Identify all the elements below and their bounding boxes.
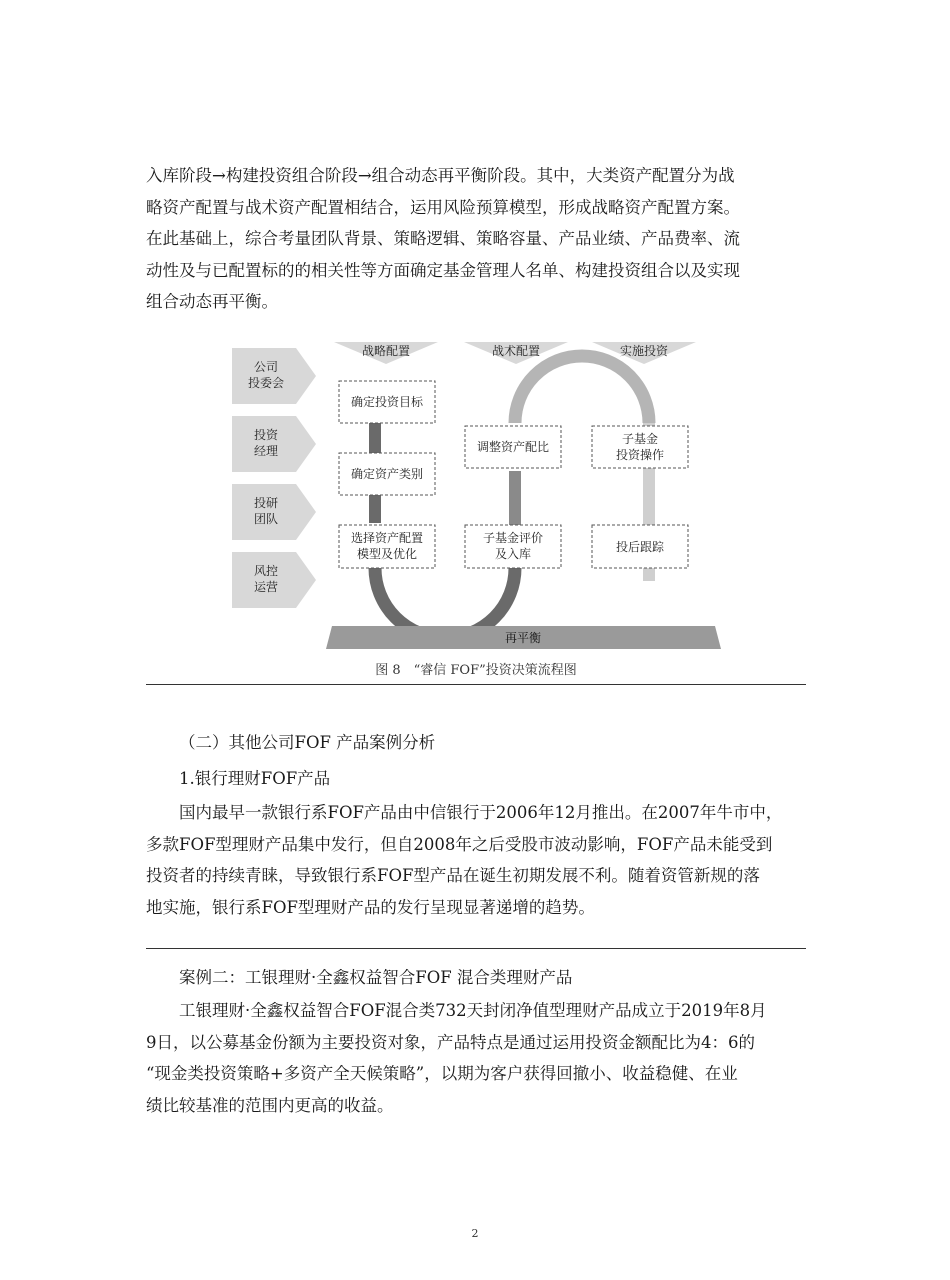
text-line: 国内最早一款银行系FOF产品由中信银行于2006年12月推出。在2007年牛市中， xyxy=(179,803,783,822)
text-line: 在此基础上，综合考量团队背景、策略逻辑、策略容量、产品业绩、产品费率、流 xyxy=(146,229,740,248)
role-label: 公司 xyxy=(253,360,279,374)
box-label: 确定资产类别 xyxy=(350,467,424,481)
text-line: 绩比较基准的范围内更高的收益。 xyxy=(146,1095,394,1115)
box-label: 模型及优化 xyxy=(356,547,418,561)
box-label: 子基金评价 xyxy=(482,531,544,545)
role-label: 投委会 xyxy=(247,376,285,390)
case-heading: 案例二：工银理财·全鑫权益智合FOF 混合类理财产品 xyxy=(179,968,573,987)
case-paragraph xyxy=(146,995,808,1121)
divider xyxy=(146,684,806,685)
text-line: 投资者的持续青睐，导致银行系FOF型产品在诞生初期发展不利。随着资管新规的落 xyxy=(146,866,760,885)
intro-paragraph xyxy=(146,160,808,318)
role-label: 风控 xyxy=(253,564,279,578)
role-label: 运营 xyxy=(253,580,279,594)
figure-caption: 图 8 “睿信 FOF”投资决策流程图 xyxy=(375,663,577,678)
page-number: 2 xyxy=(471,1227,479,1240)
text-line: “现金类投资策略+多资产全天候策略”，以期为客户获得回撤小、收益稳健、在业 xyxy=(146,1064,738,1083)
column-header: 战术配置 xyxy=(491,344,541,358)
text-line: 组合动态再平衡。 xyxy=(146,292,278,311)
box-label: 确定投资目标 xyxy=(350,395,424,409)
role-label: 经理 xyxy=(253,444,279,458)
flow-diagram xyxy=(146,338,806,658)
text-line: 动性及与已配置标的的相关性等方面确定基金管理人名单、构建投资组合以及实现 xyxy=(146,260,740,280)
decision-flow-figure xyxy=(146,338,806,658)
box-label: 子基金 xyxy=(621,432,659,446)
role-label: 团队 xyxy=(253,512,279,526)
section-heading: （二）其他公司FOF 产品案例分析 xyxy=(179,733,436,752)
box-label: 投后跟踪 xyxy=(615,540,665,554)
rebalance-label: 再平衡 xyxy=(504,631,542,645)
text-line: 9日，以公募基金份额为主要投资对象，产品特点是通过运用投资金额配比为4：6的 xyxy=(146,1032,755,1052)
divider xyxy=(146,948,806,949)
text-line: 多款FOF型理财产品集中发行，但自2008年之后受股市波动影响，FOF产品未能受到 xyxy=(146,834,773,854)
box-label: 调整资产配比 xyxy=(476,440,550,454)
column-header: 实施投资 xyxy=(619,344,669,358)
bank-fof-paragraph xyxy=(146,797,808,923)
text-line: 略资产配置与战术资产配置相结合，运用风险预算模型，形成战略资产配置方案。 xyxy=(146,197,740,217)
subheading: 1.银行理财FOF产品 xyxy=(179,769,331,788)
text-line: 地实施，银行系FOF型理财产品的发行呈现显著递增的趋势。 xyxy=(146,897,595,917)
text-line: 工银理财·全鑫权益智合FOF混合类732天封闭净值型理财产品成立于2019年8月 xyxy=(179,1001,767,1020)
flow-segment xyxy=(515,356,649,423)
role-label: 投研 xyxy=(253,496,279,510)
text-line: 入库阶段→构建投资组合阶段→组合动态再平衡阶段。其中，大类资产配置分为战 xyxy=(146,166,735,185)
box-label: 及入库 xyxy=(494,547,532,561)
column-header: 战略配置 xyxy=(361,344,411,358)
box-label: 投资操作 xyxy=(615,448,665,462)
box-label: 选择资产配置 xyxy=(350,531,424,545)
role-label: 投资 xyxy=(253,428,279,442)
